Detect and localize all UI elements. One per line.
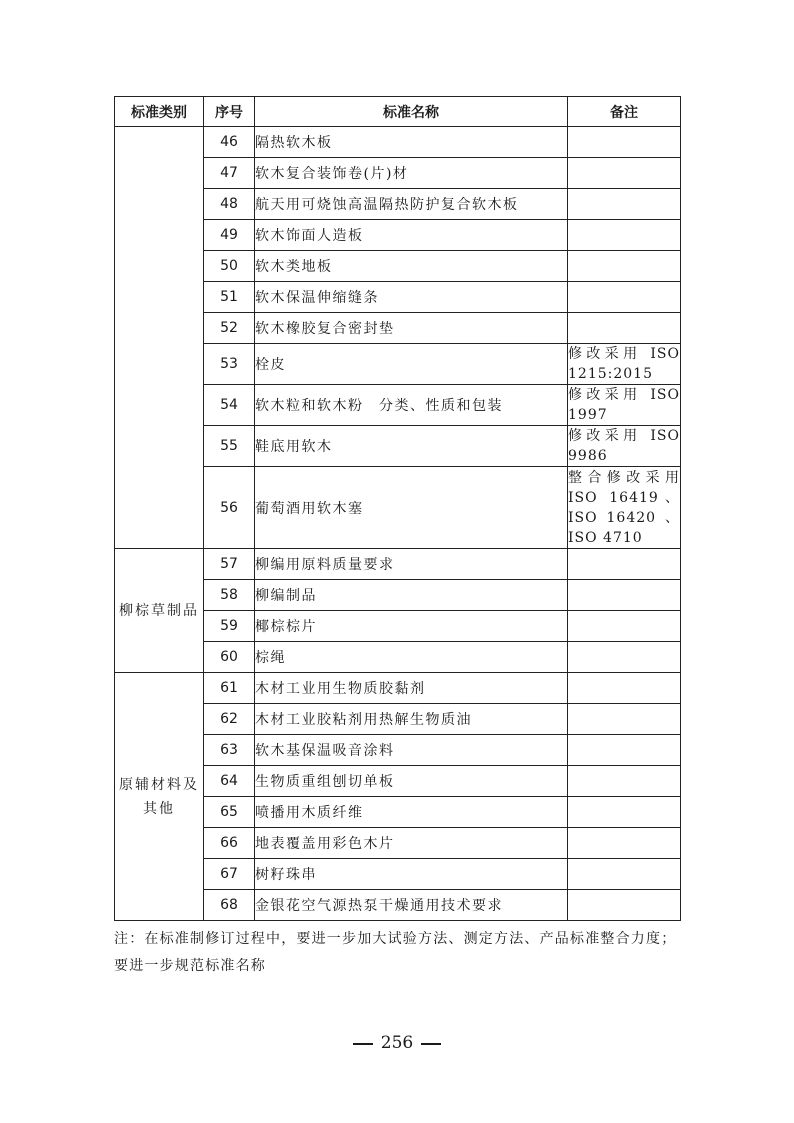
category-cell [115,127,204,549]
standard-name-cell: 木材工业胶粘剂用热解生物质油 [255,704,568,735]
row-number-cell: 67 [204,859,255,890]
row-number-cell: 47 [204,158,255,189]
standard-name-cell: 棕绳 [255,642,568,673]
remark-cell [568,828,681,859]
category-cell: 原辅材料及其他 [115,673,204,921]
table-row [115,549,681,580]
row-number-cell: 61 [204,673,255,704]
row-number-cell: 55 [204,426,255,467]
standard-name-cell: 葡萄酒用软木塞 [255,467,568,549]
row-number-cell: 46 [204,127,255,158]
standard-name-cell: 椰棕棕片 [255,611,568,642]
standard-name-cell: 地表覆盖用彩色木片 [255,828,568,859]
row-number-cell: 54 [204,385,255,426]
category-cell: 柳棕草制品 [115,549,204,673]
remark-cell [568,611,681,642]
page-number-dash-right [421,1043,441,1045]
row-number-cell: 58 [204,580,255,611]
table-header-row [115,97,681,127]
standard-name-cell: 柳编用原料质量要求 [255,549,568,580]
standard-name-cell: 喷播用木质纤维 [255,797,568,828]
standard-name-cell: 软木饰面人造板 [255,220,568,251]
standard-name-cell: 生物质重组刨切单板 [255,766,568,797]
row-number-cell: 48 [204,189,255,220]
remark-cell [568,580,681,611]
row-number-cell: 59 [204,611,255,642]
row-number-cell: 63 [204,735,255,766]
header-category: 标准类别 [115,97,204,127]
standard-name-cell: 软木橡胶复合密封垫 [255,313,568,344]
row-number-cell: 64 [204,766,255,797]
table-row [115,127,681,158]
standard-name-cell: 隔热软木板 [255,127,568,158]
remark-cell [568,549,681,580]
remark-cell [568,282,681,313]
standard-name-cell: 软木复合装饰卷(片)材 [255,158,568,189]
remark-cell [568,859,681,890]
standard-name-cell: 航天用可烧蚀高温隔热防护复合软木板 [255,189,568,220]
row-number-cell: 53 [204,344,255,385]
remark-cell: 修改采用 ISO 1215:2015 [568,344,681,385]
standard-name-cell: 软木粒和软木粉 分类、性质和包装 [255,385,568,426]
standard-name-cell: 金银花空气源热泵干燥通用技术要求 [255,890,568,921]
remark-cell: 修改采用 ISO 1997 [568,385,681,426]
page-number [0,1033,794,1053]
row-number-cell: 68 [204,890,255,921]
remark-cell [568,127,681,158]
row-number-cell: 52 [204,313,255,344]
row-number-cell: 57 [204,549,255,580]
standard-name-cell: 木材工业用生物质胶黏剂 [255,673,568,704]
row-number-cell: 49 [204,220,255,251]
row-number-cell: 60 [204,642,255,673]
remark-cell [568,642,681,673]
remark-cell [568,189,681,220]
header-remark: 备注 [568,97,681,127]
header-name: 标准名称 [255,97,568,127]
remark-cell [568,797,681,828]
remark-cell [568,766,681,797]
page-number-text: 256 [380,1033,414,1053]
row-number-cell: 56 [204,467,255,549]
remark-cell [568,158,681,189]
standard-name-cell: 树籽珠串 [255,859,568,890]
standard-name-cell: 软木基保温吸音涂料 [255,735,568,766]
page-number-dash-left [353,1043,373,1045]
remark-cell [568,220,681,251]
standard-name-cell: 软木保温伸缩缝条 [255,282,568,313]
table-note: 注：在标准制修订过程中，要进一步加大试验方法、测定方法、产品标准整合力度；要进一步规范标准名称 [114,931,677,974]
table-row [115,673,681,704]
remark-cell: 整合修改采用 ISO 16419、ISO 16420 、 ISO 4710 [568,467,681,549]
standard-name-cell: 鞋底用软木 [255,426,568,467]
remark-cell [568,735,681,766]
remark-cell [568,890,681,921]
standard-name-cell: 柳编制品 [255,580,568,611]
remark-cell [568,704,681,735]
remark-cell [568,673,681,704]
standards-table [114,96,681,921]
row-number-cell: 50 [204,251,255,282]
row-number-cell: 66 [204,828,255,859]
remark-cell: 修改采用 ISO 9986 [568,426,681,467]
row-number-cell: 65 [204,797,255,828]
header-number: 序号 [204,97,255,127]
remark-cell [568,313,681,344]
row-number-cell: 62 [204,704,255,735]
standard-name-cell: 软木类地板 [255,251,568,282]
standard-name-cell: 栓皮 [255,344,568,385]
remark-cell [568,251,681,282]
row-number-cell: 51 [204,282,255,313]
